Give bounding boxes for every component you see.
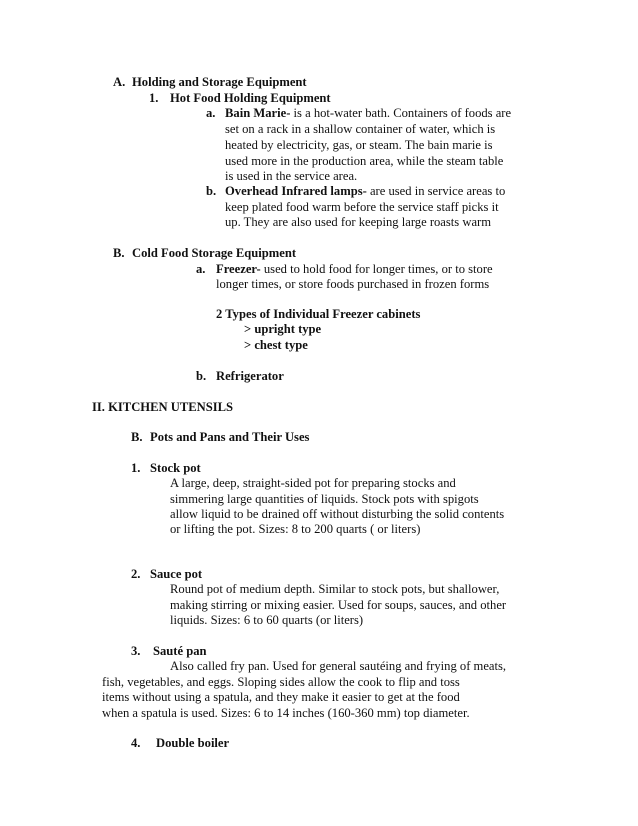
bain-marie-line: used more in the production area, while the steam table: [225, 154, 504, 168]
saute-pan-title: Sauté pan: [153, 644, 207, 658]
section-b-marker: B.: [113, 246, 125, 260]
freezer-item: [196, 261, 493, 277]
saute-pan-line: when a spatula is used. Sizes: 6 to 14 inches (160-360 mm) top diameter.: [102, 706, 470, 720]
freezer-type-item: > upright type: [244, 322, 322, 336]
section-b-title: Cold Food Storage Equipment: [132, 246, 297, 260]
infrared-lamps-line: up. They are also used for keeping large roasts warm: [225, 215, 492, 229]
bain-marie-marker: a.: [206, 106, 216, 120]
saute-pan-line: fish, vegetables, and eggs. Sloping sides allow the cook to flip and toss: [102, 675, 460, 689]
infrared-lamps-line: are used in service areas to: [366, 184, 506, 198]
saute-pan-line: items without using a spatula, and they make it easier to get at the food: [102, 690, 460, 704]
sauce-pot-title: Sauce pot: [150, 567, 203, 581]
infrared-lamps-line: keep plated food warm before the service staff picks it: [225, 200, 499, 214]
stock-pot-line: or lifting the pot. Sizes: 8 to 200 quarts ( or liters): [170, 522, 421, 536]
bain-marie-line: is used in the service area.: [225, 169, 358, 183]
infrared-lamps-term: Overhead Infrared lamps-: [225, 184, 367, 198]
hot-food-marker: 1.: [149, 91, 159, 105]
refrigerator-item: [196, 368, 284, 384]
section-b-heading: [113, 245, 296, 261]
section-a-marker: A.: [113, 75, 126, 89]
saute-pan-heading: [131, 643, 207, 659]
bain-marie-line: is a hot-water bath. Containers of foods are: [290, 106, 512, 120]
double-boiler-marker: 4.: [131, 736, 141, 750]
infrared-lamps-item: [206, 183, 505, 199]
stock-pot-heading: [131, 460, 201, 476]
stock-pot-line: simmering large quantities of liquids. Stock pots with spigots: [170, 492, 479, 506]
freezer-types-heading: 2 Types of Individual Freezer cabinets: [216, 307, 421, 321]
stock-pot-line: allow liquid to be drained off without disturbing the solid contents: [170, 507, 505, 521]
kitchen-utensils-heading: II. KITCHEN UTENSILS: [92, 400, 234, 414]
pots-pans-heading: [131, 429, 309, 445]
freezer-type-item: > chest type: [244, 338, 308, 352]
bain-marie-item: [206, 105, 511, 121]
sauce-pot-line: liquids. Sizes: 6 to 60 quarts (or liters): [170, 613, 364, 627]
bain-marie-line: heated by electricity, gas, or steam. The bain marie is: [225, 138, 493, 152]
pots-pans-title: Pots and Pans and Their Uses: [150, 430, 310, 444]
stock-pot-marker: 1.: [131, 461, 141, 475]
section-a-title: Holding and Storage Equipment: [132, 75, 307, 89]
refrigerator-marker: b.: [196, 369, 207, 383]
bain-marie-term: Bain Marie-: [225, 106, 291, 120]
saute-pan-line: Also called fry pan. Used for general sautéing and frying of meats,: [170, 659, 507, 673]
saute-pan-marker: 3.: [131, 644, 141, 658]
hot-food-title: Hot Food Holding Equipment: [170, 91, 331, 105]
infrared-lamps-marker: b.: [206, 184, 217, 198]
freezer-marker: a.: [196, 262, 206, 276]
pots-pans-marker: B.: [131, 430, 143, 444]
freezer-term: Freezer-: [216, 262, 261, 276]
section-a-heading: [113, 74, 307, 90]
hot-food-heading: [149, 90, 331, 106]
bain-marie-line: set on a rack in a shallow container of water, which is: [225, 122, 496, 136]
freezer-line: longer times, or store foods purchased in frozen forms: [216, 277, 490, 291]
stock-pot-title: Stock pot: [150, 461, 201, 475]
sauce-pot-line: making stirring or mixing easier. Used for soups, sauces, and other: [170, 598, 507, 612]
freezer-line: used to hold food for longer times, or to store: [260, 262, 493, 276]
sauce-pot-line: Round pot of medium depth. Similar to stock pots, but shallower,: [170, 582, 500, 596]
double-boiler-title: Double boiler: [156, 736, 230, 750]
sauce-pot-marker: 2.: [131, 567, 141, 581]
sauce-pot-heading: [131, 566, 202, 582]
double-boiler-heading: [131, 735, 229, 751]
stock-pot-line: A large, deep, straight-sided pot for preparing stocks and: [170, 476, 456, 490]
refrigerator-term: Refrigerator: [216, 369, 284, 383]
